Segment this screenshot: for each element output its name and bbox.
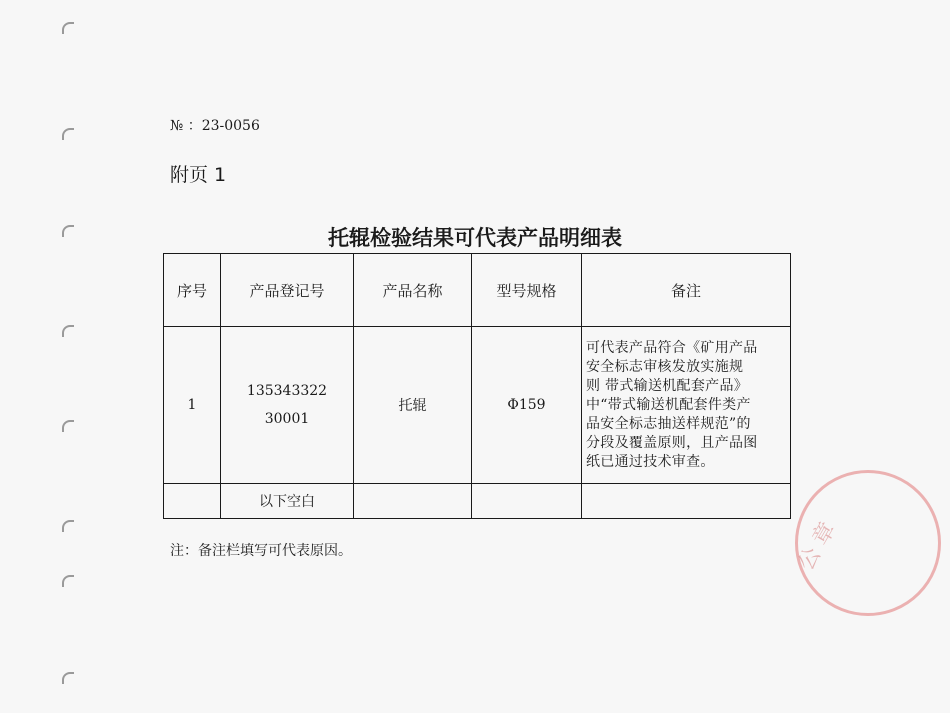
- cell-index: [164, 484, 221, 519]
- punch-hole-mark: [62, 325, 74, 337]
- remark-line: 纸已通过技术审查。: [586, 453, 715, 470]
- cell-product-name: 托辊: [354, 327, 472, 484]
- punch-hole-mark: [62, 22, 74, 34]
- col-header-reg-no: 产品登记号: [221, 254, 354, 327]
- punch-hole-mark: [62, 575, 74, 587]
- remark-line: 可代表产品符合《矿用产品: [586, 339, 758, 356]
- remark-line: 品安全标志抽送样规范”的: [586, 415, 751, 432]
- appendix-title: 附页 1: [170, 164, 227, 186]
- col-header-product-name: 产品名称: [354, 254, 472, 327]
- cell-reg-no: [221, 327, 354, 484]
- punch-hole-mark: [62, 128, 74, 140]
- punch-hole-mark: [62, 420, 74, 432]
- document-number: № ：23-0056: [170, 118, 260, 134]
- cell-index: 1: [164, 327, 221, 484]
- table-title: 托辊检验结果可代表产品明细表: [328, 226, 622, 250]
- cell-remark: [582, 327, 791, 484]
- cell-remark: [582, 484, 791, 519]
- seal-text: 公 章: [793, 518, 841, 575]
- cell-model-spec: [472, 484, 582, 519]
- remark-line: 安全标志审核发放实施规: [586, 358, 744, 375]
- cell-model-spec: Φ159: [472, 327, 582, 484]
- table-header-row: [164, 254, 791, 327]
- cell-reg-no: 以下空白: [221, 484, 354, 519]
- table-row: [164, 327, 791, 484]
- col-header-remark: 备注: [582, 254, 791, 327]
- reg-no-line: 30001: [264, 411, 310, 427]
- footer-note: 注：备注栏填写可代表原因。: [170, 543, 352, 559]
- table-row: [164, 484, 791, 519]
- col-header-model-spec: 型号规格: [472, 254, 582, 327]
- remark-line: 则 带式输送机配套产品》: [586, 377, 749, 394]
- product-detail-table: [163, 253, 791, 519]
- remark-line: 分段及覆盖原则，且产品图: [586, 434, 758, 451]
- col-header-index: 序号: [164, 254, 221, 327]
- cell-product-name: [354, 484, 472, 519]
- punch-hole-mark: [62, 520, 74, 532]
- punch-hole-mark: [62, 672, 74, 684]
- remark-line: 中“带式输送机配套件类产: [586, 396, 751, 413]
- reg-no-line: 135343322: [246, 383, 328, 399]
